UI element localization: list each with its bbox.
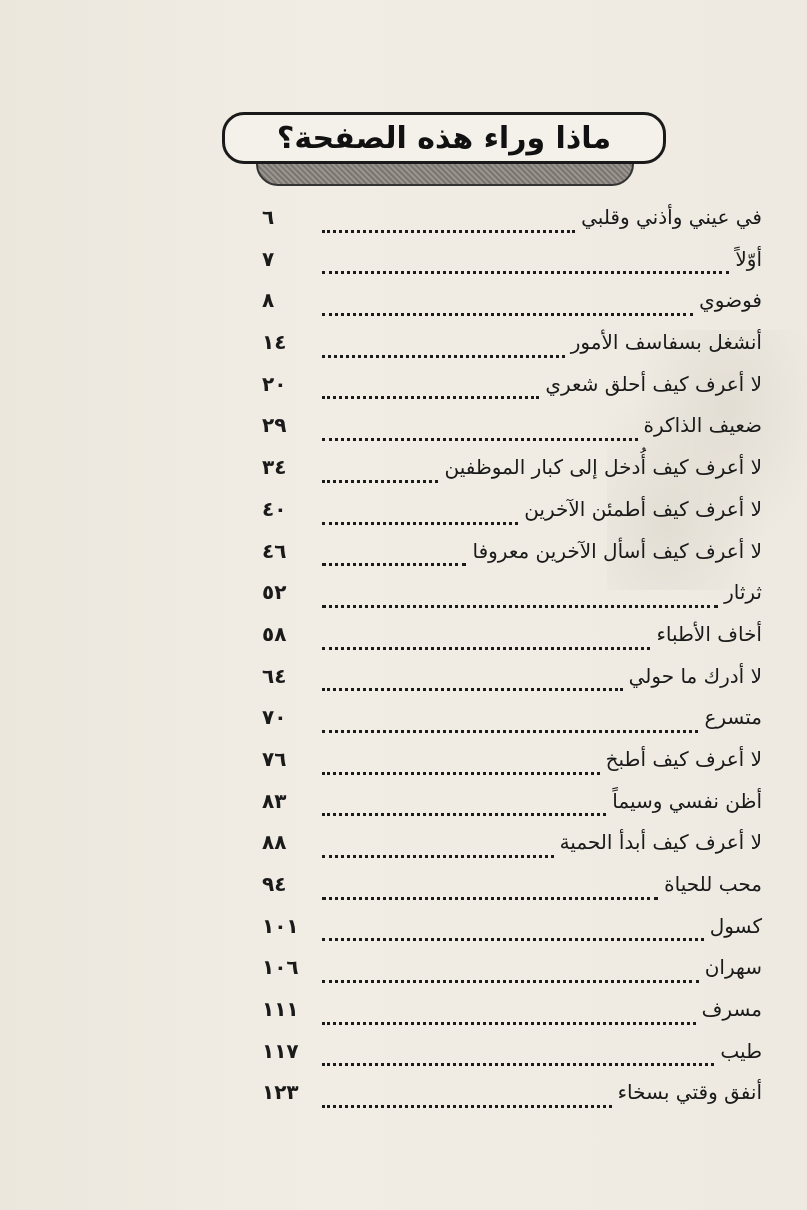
toc-dot-leader (322, 980, 699, 983)
toc-entry-page-number: ٦ (262, 205, 275, 229)
contents-header (222, 112, 666, 188)
toc-dot-leader (322, 1022, 696, 1025)
toc-entry-page-number: ٨٣ (262, 788, 287, 813)
toc-entry-page-number: ٨ (262, 288, 275, 313)
toc-entry-page-number: ٨٨ (262, 830, 287, 855)
toc-entry (262, 372, 762, 414)
toc-entry-title: ضعيف الذاكرة (643, 413, 762, 438)
toc-entry-title: مسرف (701, 997, 762, 1022)
toc-entry-page-number: ٧ (262, 246, 275, 271)
toc-entry-title: طيب (720, 1038, 762, 1063)
toc-entry-page-number: ٧٦ (262, 746, 287, 771)
toc-entry-title: متسرع (704, 705, 762, 730)
toc-dot-leader (322, 897, 658, 900)
toc-dot-leader (322, 355, 565, 358)
toc-dot-leader (322, 647, 650, 650)
toc-entry (262, 455, 762, 497)
toc-entry-title: ثرثار (724, 580, 762, 605)
toc-dot-leader (322, 230, 575, 233)
toc-entry (262, 497, 762, 539)
toc-dot-leader (322, 938, 704, 941)
toc-entry-title: كسول (709, 913, 762, 938)
toc-dot-leader (322, 855, 554, 858)
toc-entry (262, 622, 762, 664)
toc-entry-title: في عيني وأذني وقلبي (581, 205, 762, 229)
toc-dot-leader (322, 1105, 612, 1108)
toc-entry-title: أخاف الأطباء (656, 621, 762, 646)
toc-entry-title: لا أعرف كيف أبدأ الحمية (559, 830, 762, 855)
toc-entry-title: محب للحياة (664, 872, 762, 896)
toc-entry (262, 747, 762, 789)
toc-entry (262, 789, 762, 831)
toc-dot-leader (322, 396, 539, 399)
toc-entry-title: لا أعرف كيف أطمئن الآخرين (524, 496, 762, 521)
header-box (222, 112, 666, 164)
toc-entry-page-number: ١٤ (262, 330, 287, 355)
toc-entry-title: لا أعرف كيف أُدخل إلى كبار الموظفين (444, 455, 762, 480)
toc-entry-title: أوّلاً (735, 246, 762, 271)
toc-entry-page-number: ١١٧ (262, 1038, 299, 1063)
toc-dot-leader (322, 813, 606, 816)
toc-entry (262, 413, 762, 455)
toc-entry-title: أنفق وقتي بسخاء (617, 1080, 762, 1105)
toc-entry-page-number: ١٠١ (262, 913, 299, 938)
toc-dot-leader (322, 605, 718, 608)
toc-entry-title: أظن نفسي وسيماً (612, 788, 762, 813)
toc-entry-page-number: ٥٢ (262, 580, 287, 605)
toc-entry (262, 1080, 762, 1122)
toc-dot-leader (322, 438, 638, 441)
toc-entry-page-number: ٢٩ (262, 413, 287, 438)
toc-entry-page-number: ٢٠ (262, 371, 287, 396)
toc-entry-title: فوضوي (699, 288, 762, 313)
toc-entry-title: سهران (704, 955, 762, 980)
toc-dot-leader (322, 1063, 714, 1066)
toc-entry-title: لا أعرف كيف أسأل الآخرين معروفا (472, 538, 762, 563)
toc-entry-title: لا أعرف كيف أحلق شعري (545, 371, 762, 396)
toc-entry-page-number: ١١١ (262, 997, 299, 1022)
page-title: ماذا وراء هذه الصفحة؟ (276, 120, 612, 156)
toc-entry-page-number: ١٢٣ (262, 1080, 299, 1105)
toc-entry-page-number: ٣٤ (262, 455, 287, 480)
toc-entry-page-number: ٥٨ (262, 621, 287, 646)
toc-entry-page-number: ٧٠ (262, 705, 287, 730)
toc-dot-leader (322, 563, 466, 566)
toc-entry (262, 914, 762, 956)
toc-dot-leader (322, 730, 698, 733)
toc-entry-page-number: ٩٤ (262, 872, 287, 896)
toc-entry-title: لا أعرف كيف أطبخ (605, 746, 762, 771)
toc-entry-page-number: ٤٦ (262, 538, 287, 563)
toc-entry (262, 247, 762, 289)
toc-entry-page-number: ٤٠ (262, 496, 287, 521)
toc-entry (262, 955, 762, 997)
toc-dot-leader (322, 313, 693, 316)
toc-entry (262, 580, 762, 622)
toc-entry-page-number: ٦٤ (262, 663, 287, 688)
toc-entry (262, 1039, 762, 1081)
toc-entry-page-number: ١٠٦ (262, 955, 299, 980)
toc-entry (262, 997, 762, 1039)
toc-entry (262, 830, 762, 872)
toc-entry-title: لا أدرك ما حولي (628, 663, 762, 688)
toc-dot-leader (322, 480, 438, 483)
toc-entry (262, 539, 762, 581)
toc-dot-leader (322, 522, 518, 525)
toc-dot-leader (322, 688, 623, 691)
toc-dot-leader (322, 772, 600, 775)
toc-entry (262, 872, 762, 914)
table-of-contents (262, 205, 762, 1122)
toc-entry (262, 705, 762, 747)
toc-entry (262, 205, 762, 247)
toc-entry (262, 330, 762, 372)
toc-dot-leader (322, 271, 729, 274)
toc-entry (262, 288, 762, 330)
toc-entry (262, 664, 762, 706)
toc-entry-title: أنشغل بسفاسف الأمور (570, 330, 762, 355)
